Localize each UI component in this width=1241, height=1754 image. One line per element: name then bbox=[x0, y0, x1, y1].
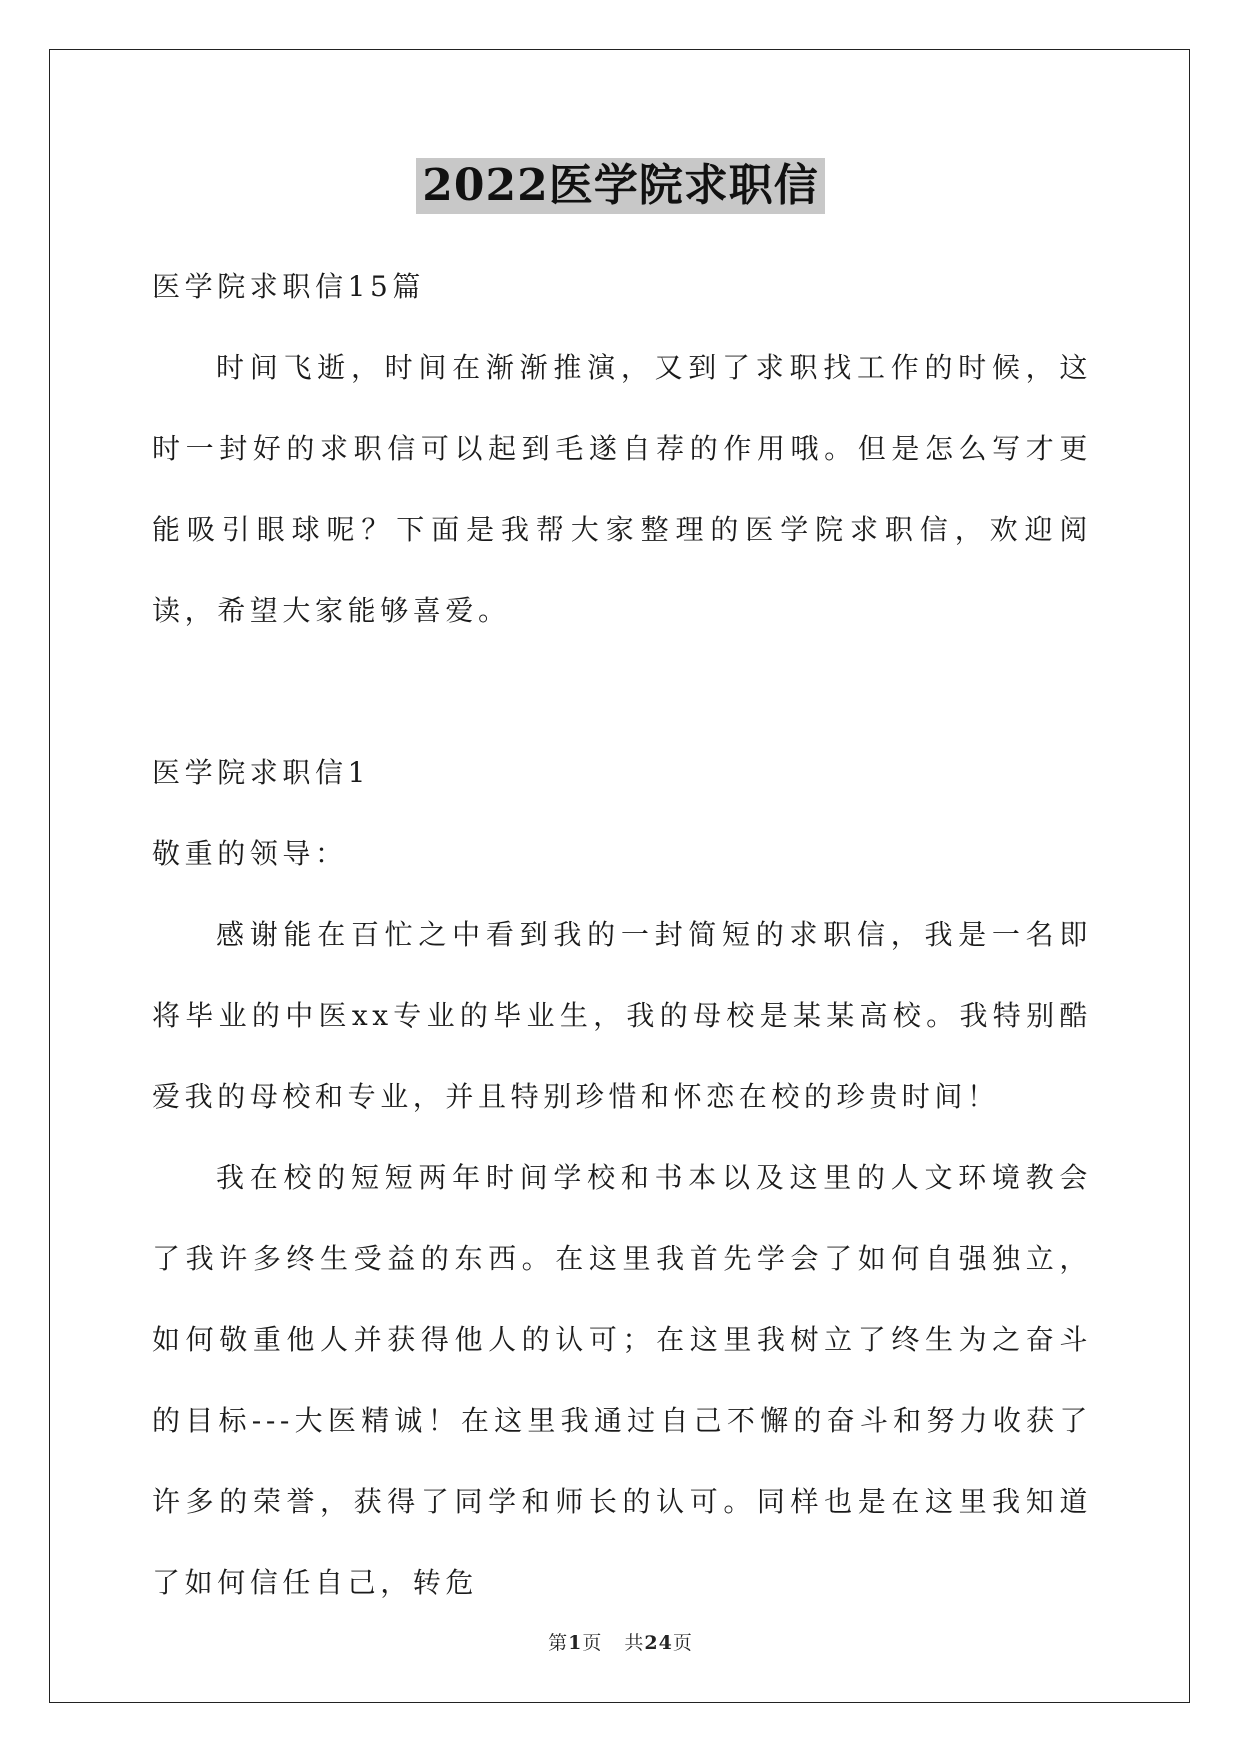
section-heading: 医学院求职信1 bbox=[152, 756, 371, 789]
body-paragraph: 感谢能在百忙之中看到我的一封简短的求职信，我是一名即将毕业的中医xx专业的毕业生，我的母校是某某高校。我特别酷爱我的母校和专业，并且特别珍惜和怀恋在校的珍贵时间！ bbox=[152, 918, 1092, 1113]
document-subtitle: 医学院求职信15篇 bbox=[152, 270, 426, 303]
body-paragraph: 我在校的短短两年时间学校和书本以及这里的人文环境教会了我许多终生受益的东西。在这里我首先学会了如何自强独立，如何敬重他人并获得他人的认可；在这里我树立了终生为之奋斗的目标---大医精诚！在这里我通过自己不懈的奋斗和努力收获了许多的荣誉，获得了同学和师长的认可。同样也是在这里我知道了如何信任自己，转危 bbox=[152, 1161, 1092, 1599]
title-container bbox=[0, 158, 1241, 214]
page-number-total: 24 bbox=[644, 1632, 673, 1654]
blank-line bbox=[152, 651, 1092, 732]
document-title: 2022医学院求职信 bbox=[416, 158, 824, 214]
page-footer bbox=[0, 1628, 1241, 1655]
salutation: 敬重的领导： bbox=[152, 837, 348, 870]
page-number-current: 1 bbox=[568, 1632, 583, 1654]
total-suffix: 页 bbox=[672, 1632, 693, 1654]
total-prefix: 共 bbox=[624, 1632, 645, 1654]
document-body bbox=[152, 246, 1092, 1623]
page-suffix: 页 bbox=[582, 1632, 603, 1654]
intro-paragraph: 时间飞逝，时间在渐渐推演，又到了求职找工作的时候，这时一封好的求职信可以起到毛遂自荐的作用哦。但是怎么写才更能吸引眼球呢？下面是我帮大家整理的医学院求职信，欢迎阅读，希望大家能够喜爱。 bbox=[152, 351, 1092, 627]
page-prefix: 第 bbox=[548, 1632, 569, 1654]
